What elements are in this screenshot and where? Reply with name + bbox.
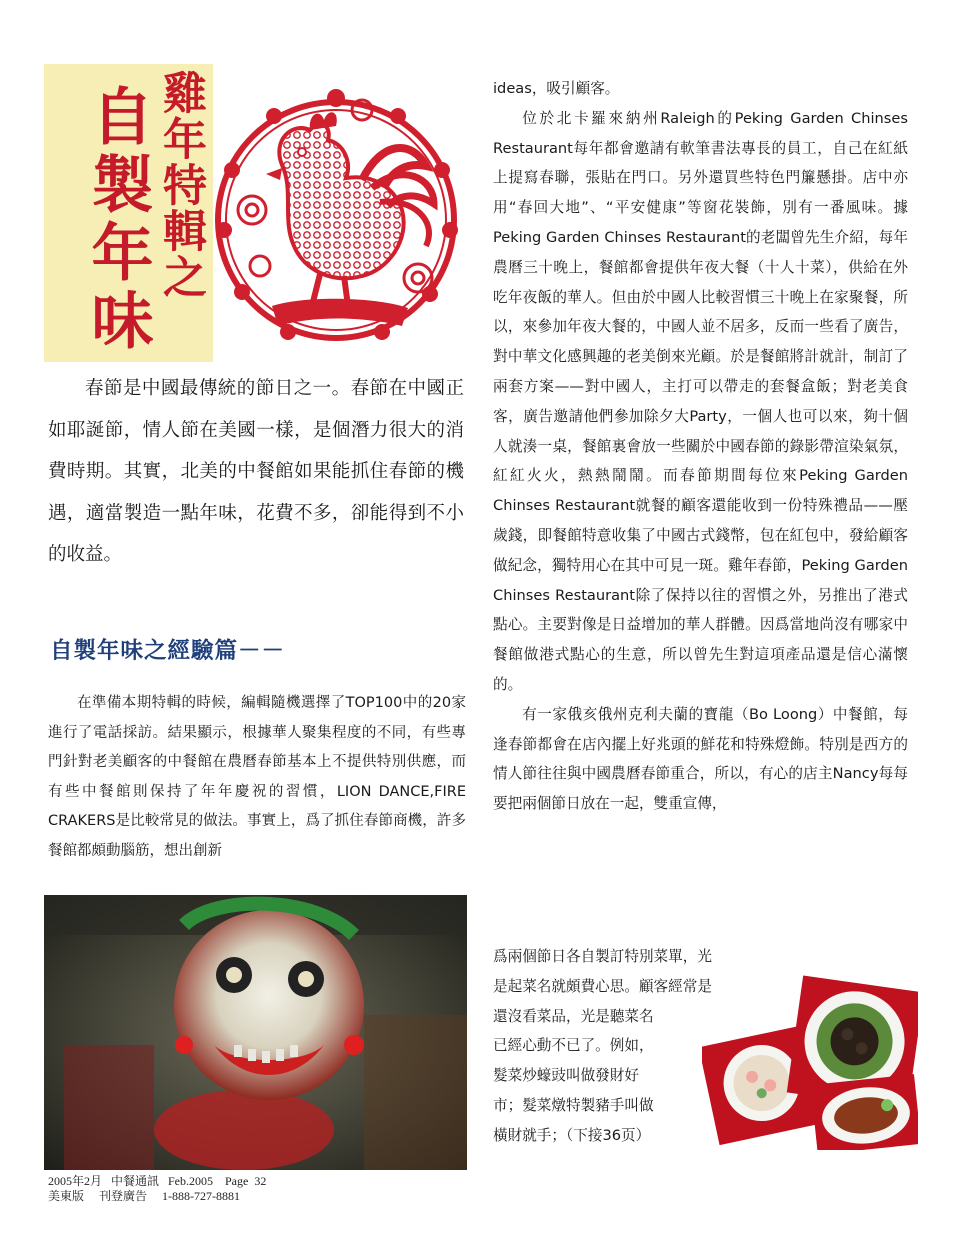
wrap-line: 爲兩個節日各自製訂特別菜單，光 (493, 948, 712, 965)
main-title: 自製年味 (81, 84, 154, 356)
wrap-line: 髮菜炒蠔豉叫做發財好 (493, 1067, 639, 1085)
right-paragraph-1: ideas，吸引顧客。 (493, 80, 620, 97)
dishes-photo (702, 975, 918, 1150)
right-paragraph-2: 位於北卡羅來納州Raleigh的Peking Garden Chinses Restaurant每年都會邀請有軟筆書法專長的員工，自己在紅紙上提寫春聯，張貼在門口。另外還買些特色門簾懸掛。店中亦用“春回大地”、“平安健康”等窗花裝飾，別有一番風味。據Peking Garden Chinses Restaurant的老闆曾先生介紹，每年農曆三十晚上，餐館都會提供年夜大餐（十人十菜），供給在外吃年夜飯的華人。但由於中國人比較習慣三十晚上在家聚餐，所以，來參加年夜大餐的，中國人並不居多，反而一些看了廣告，對中華文化感興趣的老美倒來光顧。於是餐館將計就計，制訂了兩套方案——對中國人，主打可以帶走的套餐盒飯；對老美食客，廣告邀請他們參加除夕大Party，一個人也可以來，夠十個人就湊一桌，餐館裏會放一些關於中國春節的錄影帶渲染氣氛，紅紅火火，熱熱鬧鬧。而春節期間每位來Peking Garden Chinses Restaurant就餐的顧客還能收到一份特殊禮品——壓歲錢，即餐館特意收集了中國古式錢幣，包在紅包中，發給顧客做紀念，獨特用心在其中可見一斑。雞年春節，Peking Garden Chinses Restaurant除了保持以往的習慣之外，另推出了港式點心。主要對像是日益增加的華人群體。因爲當地尚沒有哪家中餐館做港式點心的生意，所以曾先生對這項產品還是信心滿懷的。 (493, 109, 908, 693)
section-heading: 自製年味之經驗篇－－ (50, 638, 286, 664)
lion-dance-photo (44, 895, 467, 1170)
wrap-line: 市；髮菜燉特製豬手叫做 (493, 1096, 654, 1114)
sub-title: 雞年特輯之 (155, 70, 206, 300)
wrap-line: 還沒看菜品，光是聽菜名 (493, 1007, 654, 1025)
rooster-papercut-image (212, 70, 460, 360)
right-paragraph-3: 有一家俄亥俄州克利夫蘭的寶龍（Bo Loong）中餐館，每逢春節都會在店內擺上好兆頭的鮮花和特殊燈飾。特別是西方的情人節往往與中國農曆春節重合，所以，有心的店主Nancy每每要把兩個節日放在一起，雙重宣傳， (493, 705, 908, 813)
footer-line-1: 2005年2月 中餐通訊 Feb.2005 Page 32 (48, 1174, 267, 1188)
right-column (493, 74, 908, 819)
wrap-line: 已經心動不已了。例如， (493, 1037, 654, 1055)
footer-line-2: 美東版 刊登廣告 1-888-727-8881 (48, 1189, 240, 1203)
wrap-line: 是起菜名就頗費心思。顧客經常是 (493, 977, 712, 995)
page-footer (48, 1174, 266, 1204)
wrap-line: 橫財就手；（下接36页） (493, 1126, 651, 1144)
intro-paragraph: 春節是中國最傳統的節日之一。春節在中國正如耶誕節，情人節在美國一樣，是個潛力很大的消費時期。其實，北美的中餐館如果能抓住春節的機遇，適當製造一點年味，花費不多，卻能得到不小的收益。 (48, 378, 464, 565)
left-paragraph: 在準備本期特輯的時候，編輯隨機選擇了TOP100中的20家進行了電話採訪。結果顯示，根據華人聚集程度的不同，有些專門針對老美顧客的中餐館在農曆春節基本上不提供特別供應，而有些中餐館則保持了年年慶祝的習慣，LION DANCE,FIRE CRAKERS是比較常見的做法。事實上，爲了抓住春節商機，許多餐館都頗動腦筋，想出創新 (48, 695, 466, 859)
